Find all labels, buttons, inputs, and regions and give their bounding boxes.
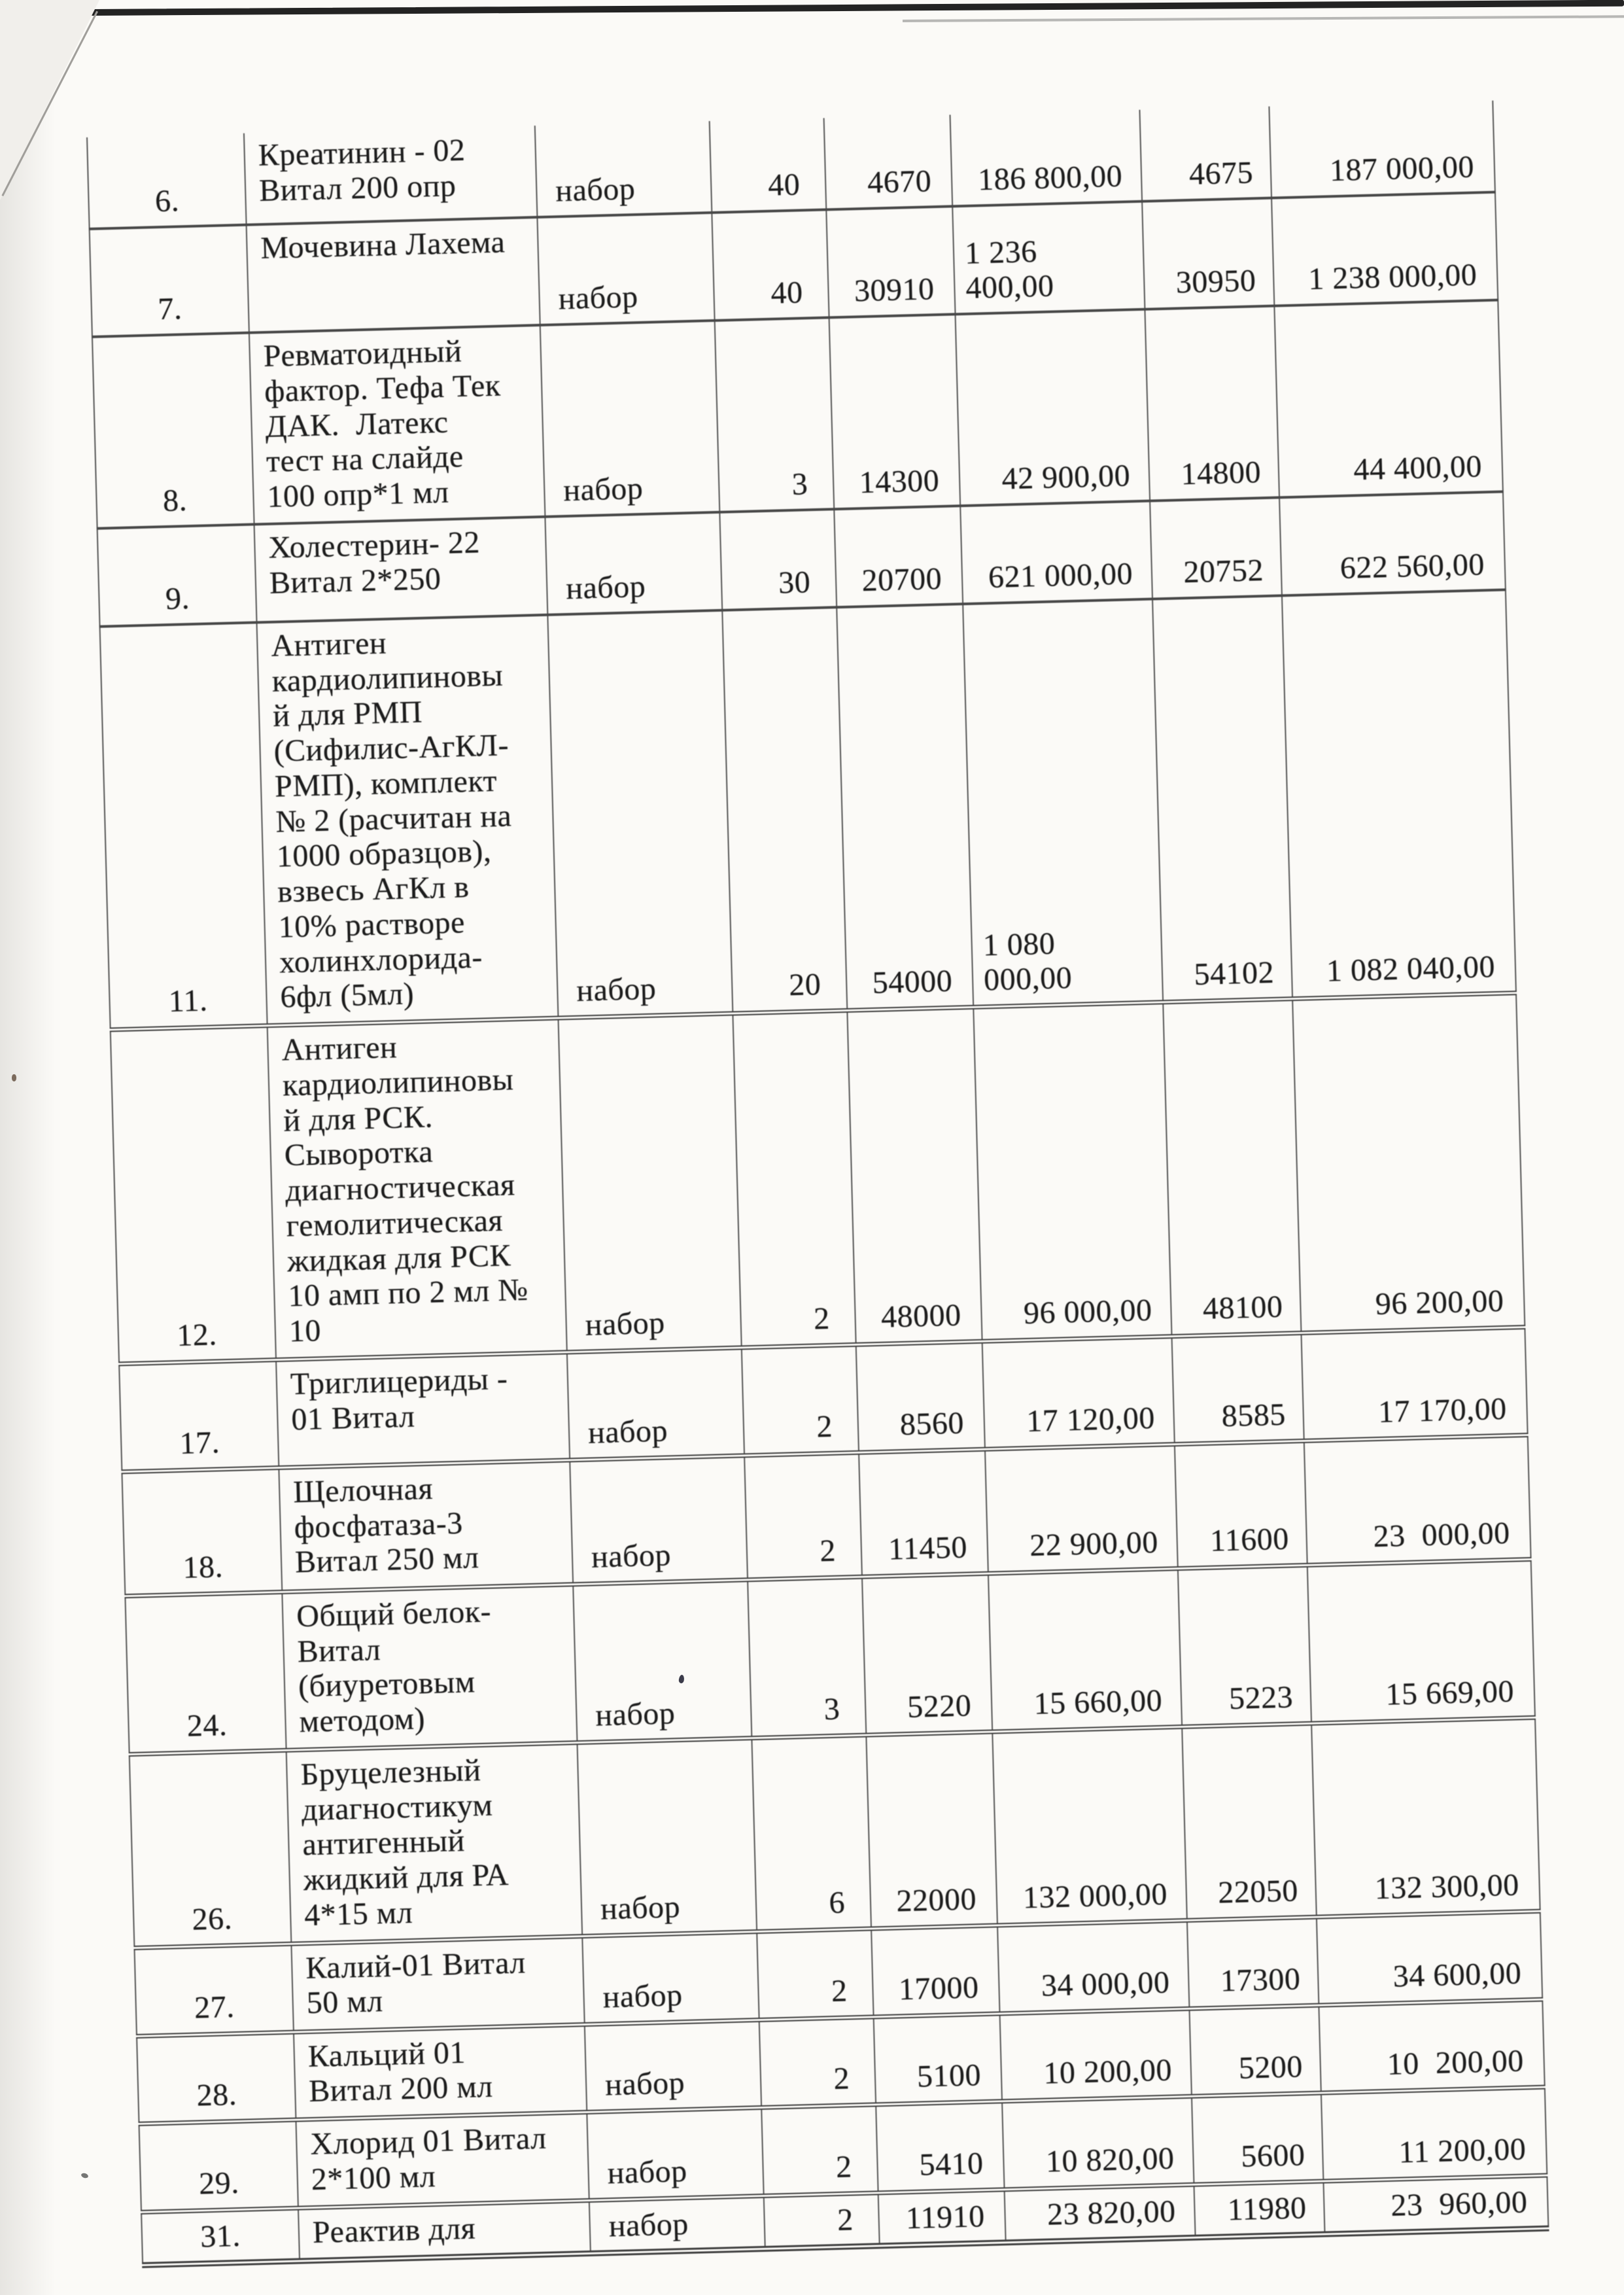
total-cell: 1 080 000,00: [963, 599, 1163, 1007]
unit-price-cell: 30910: [826, 206, 955, 317]
unit-price-2-cell: 5200: [1189, 2005, 1321, 2097]
total-cell: 186 800,00: [950, 110, 1143, 207]
quantity-cell: 2: [733, 1011, 855, 1348]
item-name-cell: Общий белок- Витал (биуретовым методом): [282, 1585, 577, 1751]
total-2-cell: 17 170,00: [1301, 1327, 1527, 1441]
unit-price-2-cell: 20752: [1150, 497, 1282, 599]
table-row: [100, 589, 1516, 1030]
item-name-cell: Холестерин- 22 Витал 2*250: [254, 517, 548, 623]
item-name-cell: Щелочная фосфатаза-3 Витал 250 мл: [279, 1460, 573, 1592]
unit-price-2-cell: 14800: [1145, 306, 1279, 501]
unit-price-cell: 14300: [829, 314, 961, 509]
items-price-table: [86, 101, 1549, 2268]
quantity-cell: 20: [722, 607, 847, 1013]
quantity-cell: 2: [759, 2016, 876, 2107]
total-2-cell: 10 200,00: [1319, 1999, 1544, 2093]
quantity-cell: 40: [710, 118, 827, 213]
total-cell: 22 900,00: [985, 1444, 1178, 1573]
item-number-cell: 18.: [122, 1467, 282, 1596]
total-cell: 34 000,00: [997, 1920, 1189, 2014]
quantity-cell: 30: [719, 509, 837, 610]
item-number-cell: 29.: [139, 2120, 298, 2212]
item-number-cell: 31.: [141, 2208, 300, 2266]
unit-price-2-cell: 54102: [1152, 595, 1292, 1002]
unit-price-2-cell: 8585: [1172, 1333, 1304, 1444]
unit-price-cell: 11910: [878, 2189, 1006, 2246]
item-number-cell: 27.: [134, 1944, 293, 2036]
unit-price-2-cell: 17300: [1187, 1917, 1319, 2008]
item-name-cell: Кальций 01 Витал 200 мл: [294, 2024, 587, 2120]
item-name-cell: Калий-01 Витал 50 мл: [291, 1936, 584, 2032]
unit-cell: набор: [537, 213, 714, 325]
unit-cell: набор: [547, 610, 733, 1019]
total-cell: 96 000,00: [973, 1002, 1171, 1341]
total-2-cell: 187 000,00: [1269, 101, 1495, 198]
unit-cell: набор: [587, 2108, 763, 2200]
scan-speck: [12, 1074, 16, 1081]
item-number-cell: 9.: [97, 524, 257, 626]
unit-cell: набор: [573, 1580, 752, 1743]
quantity-cell: 3: [748, 1577, 866, 1738]
unit-cell: набор: [558, 1013, 741, 1352]
item-name-cell: Бруцелезный диагностикум антигенный жидкий для РА 4*15 мл: [286, 1742, 583, 1943]
quantity-cell: 6: [752, 1735, 871, 1931]
item-number-cell: 8.: [92, 333, 254, 529]
unit-cell: набор: [535, 121, 712, 217]
total-2-cell: 44 400,00: [1274, 300, 1503, 498]
scan-speck: [80, 2172, 89, 2179]
table-row: [111, 993, 1525, 1364]
unit-price-cell: 5410: [876, 2101, 1004, 2193]
total-2-cell: 23 960,00: [1323, 2175, 1548, 2235]
item-name-cell: Антиген кардиолипиновы й для РМП (Сифилис-АгКЛ- РМП), комплект № 2 (расчитан на 1000 образцов), взвесь АгКл в 10% растворе холинхлорида- 6фл (5мл): [256, 615, 558, 1026]
total-2-cell: 622 560,00: [1279, 491, 1506, 595]
unit-cell: набор: [540, 321, 720, 517]
total-2-cell: 11 200,00: [1321, 2087, 1547, 2181]
unit-price-cell: 8560: [856, 1341, 985, 1452]
total-cell: 1 236 400,00: [952, 201, 1145, 315]
item-name-cell: Антиген кардиолипиновы й для РСК. Сыворотка диагностическая гемолитическая жидкая для РСК 10 амп по 2 мл № 10: [268, 1018, 567, 1359]
item-name-cell: Креатинин - 02 Витал 200 опр: [244, 126, 538, 225]
item-number-cell: 6.: [87, 133, 247, 229]
quantity-cell: 2: [744, 1452, 862, 1580]
item-number-cell: 26.: [130, 1750, 292, 1948]
unit-price-2-cell: 11600: [1175, 1441, 1307, 1568]
quantity-cell: 2: [757, 1929, 873, 2020]
total-cell: 10 820,00: [1002, 2096, 1194, 2189]
total-cell: 23 820,00: [1005, 2184, 1196, 2243]
item-number-cell: 7.: [90, 225, 249, 337]
total-cell: 15 660,00: [988, 1568, 1182, 1732]
unit-cell: набор: [585, 2020, 761, 2112]
unit-cell: набор: [567, 1348, 744, 1460]
unit-cell: набор: [545, 512, 722, 615]
item-number-cell: 17.: [119, 1359, 279, 1471]
unit-price-2-cell: 11980: [1194, 2181, 1324, 2238]
total-2-cell: 1 082 040,00: [1282, 589, 1516, 998]
item-name-cell: Реактив для: [298, 2200, 591, 2261]
unit-price-2-cell: 5600: [1192, 2093, 1323, 2184]
unit-price-2-cell: 5223: [1178, 1565, 1311, 1726]
total-2-cell: 96 200,00: [1292, 993, 1525, 1333]
unit-price-2-cell: 4675: [1139, 107, 1271, 201]
total-2-cell: 34 600,00: [1317, 1911, 1542, 2005]
total-2-cell: 1 238 000,00: [1271, 192, 1498, 306]
item-number-cell: 12.: [111, 1026, 276, 1364]
scan-left-shadow: [0, 0, 56, 2295]
unit-price-cell: 20700: [834, 506, 963, 607]
item-name-cell: Ревматоидный фактор. Тефа Тек ДАК. Латекс тест на слайде 100 опр*1 мл: [249, 325, 545, 524]
total-cell: 17 120,00: [982, 1336, 1175, 1449]
total-cell: 42 900,00: [956, 309, 1150, 506]
unit-price-cell: 48000: [847, 1007, 982, 1344]
unit-price-cell: 5100: [874, 2013, 1002, 2105]
unit-price-cell: 54000: [837, 604, 973, 1011]
table-row: [92, 300, 1503, 529]
item-name-cell: Хлорид 01 Витал 2*100 мл: [296, 2112, 589, 2208]
item-name-cell: Мочевина Лахема: [247, 217, 540, 333]
quantity-cell: 2: [761, 2105, 878, 2196]
item-name-cell: Триглицериды - 01 Витал: [276, 1352, 570, 1468]
table-row: [130, 1717, 1540, 1948]
unit-cell: набор: [582, 1931, 759, 2024]
item-number-cell: 24.: [125, 1592, 286, 1754]
page-top-edge: [90, 0, 1624, 16]
unit-cell: набор: [570, 1456, 748, 1585]
quantity-cell: 2: [742, 1344, 859, 1456]
total-2-cell: 15 669,00: [1307, 1559, 1535, 1723]
total-2-cell: 23 000,00: [1304, 1435, 1531, 1565]
unit-cell: набор: [577, 1738, 757, 1936]
item-number-cell: 11.: [100, 622, 268, 1030]
total-2-cell: 132 300,00: [1311, 1717, 1540, 1917]
total-cell: 132 000,00: [992, 1726, 1187, 1925]
quantity-cell: 3: [715, 317, 835, 512]
quantity-cell: 40: [712, 209, 829, 321]
unit-price-cell: 17000: [871, 1925, 999, 2016]
unit-price-cell: 5220: [862, 1573, 992, 1735]
unit-price-2-cell: 48100: [1163, 999, 1301, 1337]
total-cell: 621 000,00: [960, 500, 1152, 604]
item-number-cell: 28.: [137, 2032, 296, 2124]
unit-price-cell: 4670: [824, 114, 953, 209]
total-cell: 10 200,00: [1000, 2008, 1192, 2101]
quantity-cell: 2: [764, 2192, 880, 2249]
page-top-edge-shadow: [903, 15, 1624, 22]
unit-price-cell: 22000: [866, 1732, 997, 1929]
unit-price-cell: 11450: [859, 1449, 988, 1577]
unit-cell: набор: [589, 2196, 765, 2254]
unit-price-2-cell: 22050: [1182, 1723, 1317, 1920]
unit-price-2-cell: 30950: [1142, 198, 1274, 309]
